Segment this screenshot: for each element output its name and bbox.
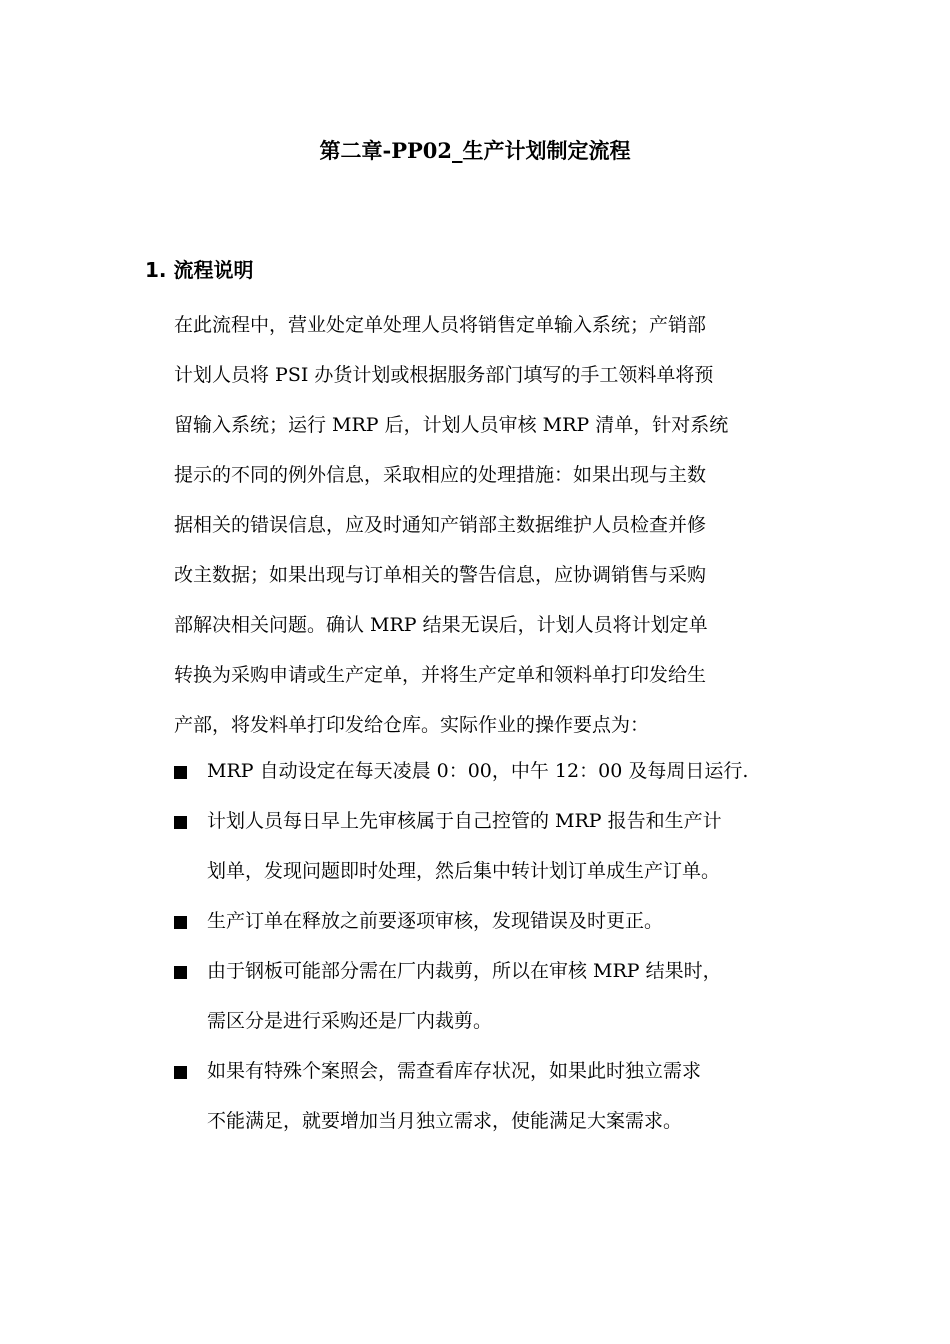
- paragraph-line: 转换为采购申请或生产定单，并将生产定单和领料单打印发给生: [174, 664, 707, 686]
- bullet-text: 如果有特殊个案照会，需查看库存状况，如果此时独立需求: [207, 1060, 702, 1082]
- paragraph-line: 部解决相关问题。确认 MRP 结果无误后，计划人员将计划定单: [174, 614, 708, 636]
- bullet-item: [174, 796, 824, 896]
- square-bullet-icon: [174, 1066, 187, 1079]
- paragraph-line: 产部，将发料单打印发给仓库。实际作业的操作要点为：: [174, 714, 650, 736]
- bullet-text: 划单，发现问题即时处理，然后集中转计划订单成生产订单。: [207, 860, 721, 882]
- bullet-item: [174, 946, 824, 1046]
- bullet-text: 由于钢板可能部分需在厂内裁剪，所以在审核 MRP 结果时，: [207, 960, 722, 982]
- page-title: 第二章-PP02_生产计划制定流程: [319, 138, 631, 163]
- bullet-item: [174, 896, 824, 946]
- bullet-item: [174, 1046, 824, 1146]
- square-bullet-icon: [174, 816, 187, 829]
- bullet-text: 需区分是进行采购还是厂内裁剪。: [207, 1010, 493, 1032]
- bullet-text: 生产订单在释放之前要逐项审核，发现错误及时更正。: [207, 910, 664, 932]
- section-heading: 1. 流程说明: [145, 258, 254, 282]
- paragraph-line: 在此流程中，营业处定单处理人员将销售定单输入系统；产销部: [174, 314, 707, 336]
- square-bullet-icon: [174, 916, 187, 929]
- bullet-text: 计划人员每日早上先审核属于自己控管的 MRP 报告和生产计: [207, 810, 722, 832]
- paragraph-line: 留输入系统；运行 MRP 后，计划人员审核 MRP 清单，针对系统: [174, 414, 729, 436]
- body-paragraph: [174, 300, 814, 750]
- paragraph-line: 计划人员将 PSI 办货计划或根据服务部门填写的手工领料单将预: [174, 364, 714, 386]
- bullet-item: [174, 746, 824, 796]
- bullet-text: MRP 自动设定在每天凌晨 0：00，中午 12：00 及每周日运行.: [207, 760, 749, 782]
- square-bullet-icon: [174, 766, 187, 779]
- paragraph-line: 据相关的错误信息，应及时通知产销部主数据维护人员检查并修: [174, 514, 707, 536]
- bullet-text: 不能满足，就要增加当月独立需求，使能满足大案需求。: [207, 1110, 683, 1132]
- paragraph-line: 改主数据；如果出现与订单相关的警告信息，应协调销售与采购: [174, 564, 707, 586]
- square-bullet-icon: [174, 966, 187, 979]
- paragraph-line: 提示的不同的例外信息，采取相应的处理措施：如果出现与主数: [174, 464, 707, 486]
